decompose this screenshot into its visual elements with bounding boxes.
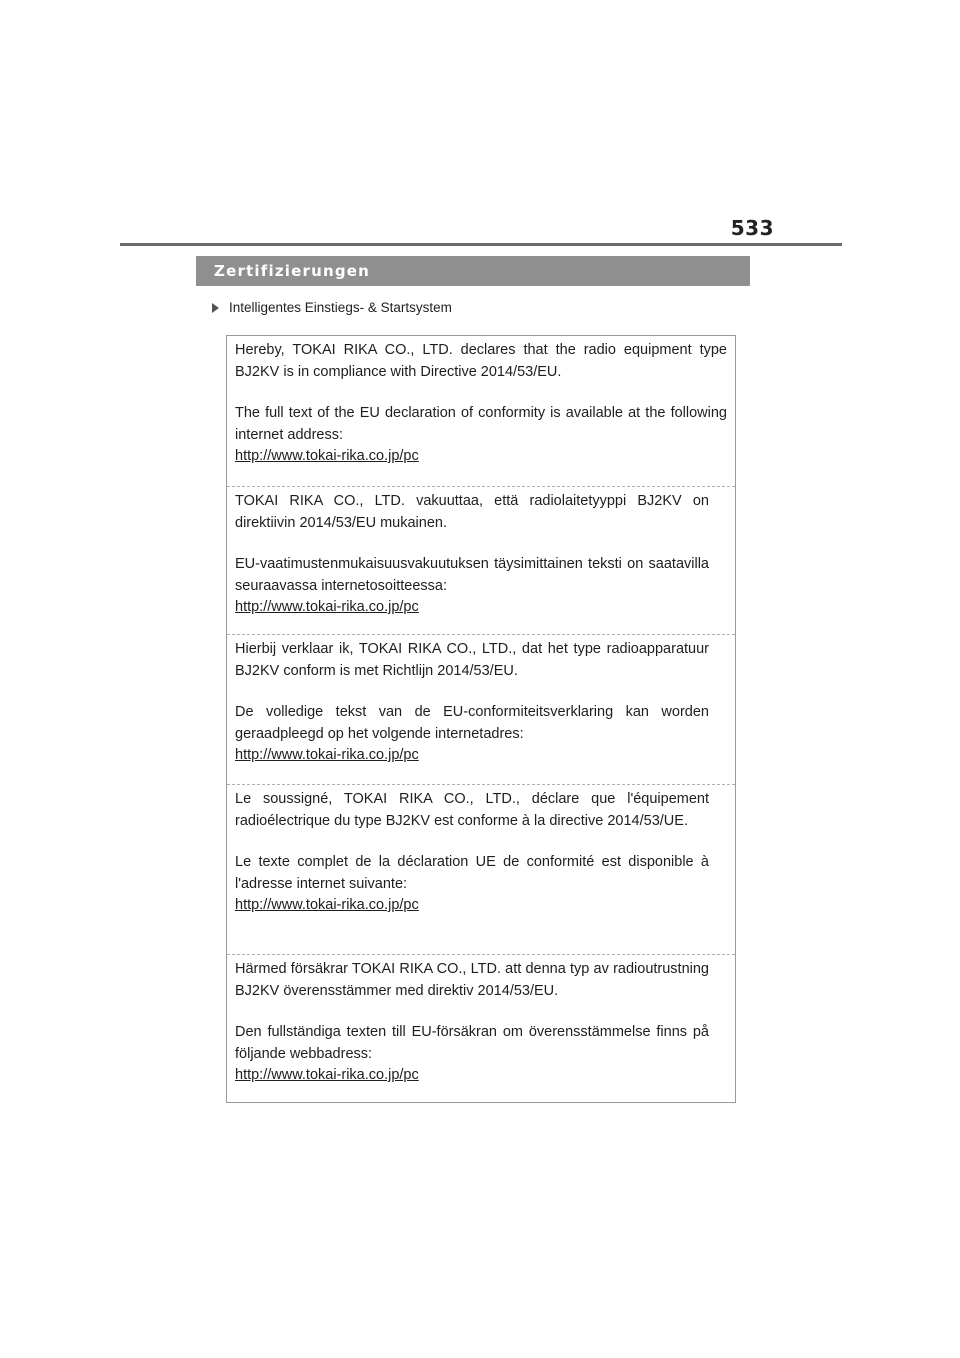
header-rule [120,243,842,246]
declaration-link[interactable]: http://www.tokai-rika.co.jp/pc [235,599,419,615]
declaration-availability: EU-vaatimustenmukaisuusvakuutuksen täysimittainen teksti on saatavilla seuraavassa internetosoitteessa: [235,556,709,594]
subheading [212,300,452,315]
declaration-table [226,335,736,1103]
declaration-statement: Härmed försäkrar TOKAI RIKA CO., LTD. att denna typ av radioutrustning BJ2KV överensstämmer med direktiv 2014/53/EU. [235,961,709,999]
declaration-availability: Le texte complet de la déclaration UE de conformité est disponible à l'adresse internet suivante: [235,854,709,892]
declaration-availability: Den fullständiga texten till EU-försäkran om överensstämmelse finns på följande webbadress: [235,1024,709,1062]
declaration-row-en [227,336,735,486]
declaration-statement: Hierbij verklaar ik, TOKAI RIKA CO., LTD., dat het type radioapparatuur BJ2KV conform is met Richtlijn 2014/53/EU. [235,641,709,679]
subheading-label: Intelligentes Einstiegs- & Startsystem [229,300,452,315]
declaration-link[interactable]: http://www.tokai-rika.co.jp/pc [235,897,419,913]
declaration-row-nl [227,634,735,784]
declaration-row-fr [227,784,735,954]
page-number: 533 [730,216,774,240]
declaration-statement: Le soussigné, TOKAI RIKA CO., LTD., déclare que l'équipement radioélectrique du type BJ2KV est conforme à la directive 2014/53/UE. [235,791,709,829]
declaration-link[interactable]: http://www.tokai-rika.co.jp/pc [235,747,419,763]
declaration-statement: TOKAI RIKA CO., LTD. vakuuttaa, että radiolaitetyyppi BJ2KV on direktiivin 2014/53/EU mukainen. [235,493,709,531]
section-title: Zertifizierungen [214,262,371,280]
triangle-bullet-icon [212,303,219,313]
declaration-statement: Hereby, TOKAI RIKA CO., LTD. declares that the radio equipment type BJ2KV is in compliance with Directive 2014/53/EU. [235,342,727,380]
declaration-availability: De volledige tekst van de EU-conformiteitsverklaring kan worden geraadpleegd op het volgende internetadres: [235,704,709,742]
declaration-link[interactable]: http://www.tokai-rika.co.jp/pc [235,1067,419,1083]
declaration-row-sv [227,954,735,1103]
section-header-bar [196,256,750,286]
declaration-row-fi [227,486,735,634]
declaration-link[interactable]: http://www.tokai-rika.co.jp/pc [235,448,419,464]
declaration-availability: The full text of the EU declaration of conformity is available at the following internet address: [235,405,727,443]
